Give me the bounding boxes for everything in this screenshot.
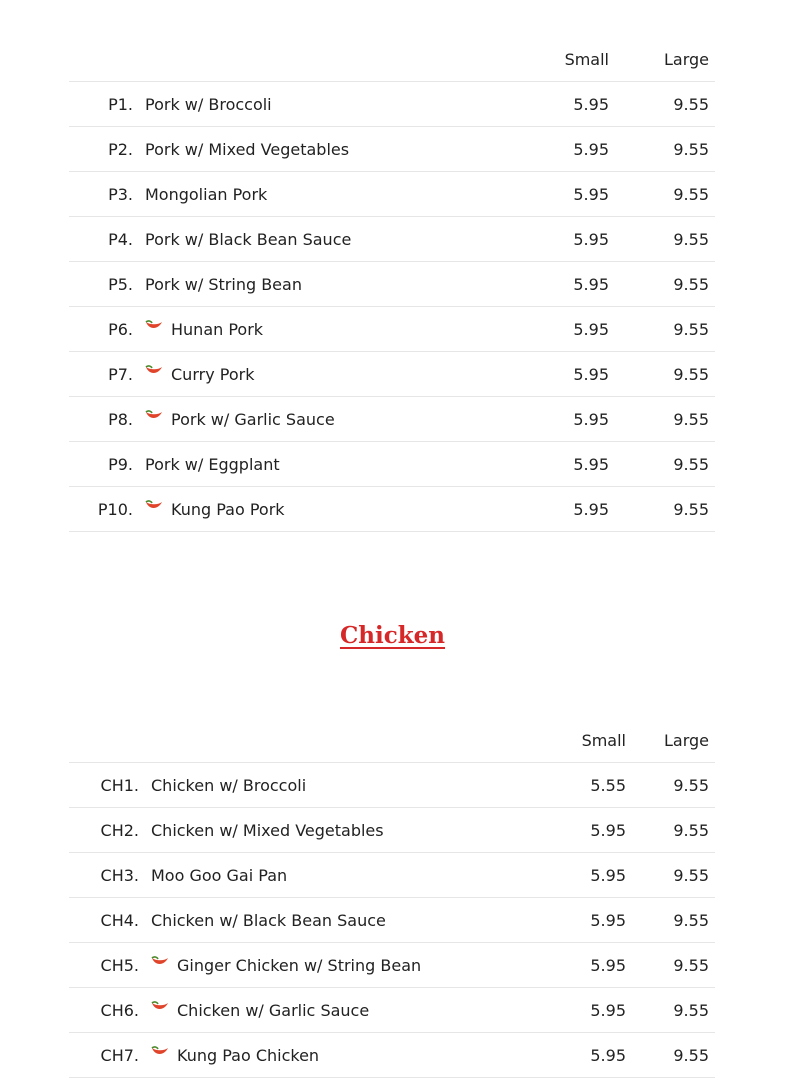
item-code: CH4. xyxy=(69,898,139,943)
large-price: 9.55 xyxy=(609,307,715,352)
small-price: 5.95 xyxy=(540,853,626,898)
small-price: 5.95 xyxy=(540,898,626,943)
item-code: P6. xyxy=(69,307,133,352)
chili-pepper-icon xyxy=(145,409,163,421)
large-price: 9.55 xyxy=(609,487,715,532)
small-price: 5.95 xyxy=(523,307,609,352)
item-name: Curry Pork xyxy=(171,365,255,384)
chili-pepper-icon xyxy=(145,319,163,331)
item-code: CH2. xyxy=(69,808,139,853)
chicken-menu-table xyxy=(69,718,715,1078)
small-price: 5.95 xyxy=(523,217,609,262)
item-code: CH6. xyxy=(69,988,139,1033)
item-name-cell xyxy=(133,262,523,307)
menu-item-row xyxy=(69,82,715,127)
large-price: 9.55 xyxy=(626,763,715,808)
small-header: Small xyxy=(523,37,609,82)
menu-item-row xyxy=(69,988,715,1033)
small-price: 5.95 xyxy=(523,442,609,487)
small-price: 5.95 xyxy=(540,988,626,1033)
item-name: Pork w/ Garlic Sauce xyxy=(171,410,335,429)
large-price: 9.55 xyxy=(609,442,715,487)
item-name: Chicken w/ Black Bean Sauce xyxy=(151,910,386,930)
small-header: Small xyxy=(540,718,626,763)
small-price: 5.95 xyxy=(523,172,609,217)
item-code: P10. xyxy=(69,487,133,532)
small-price: 5.95 xyxy=(523,487,609,532)
menu-item-row xyxy=(69,808,715,853)
small-price: 5.95 xyxy=(523,352,609,397)
large-price: 9.55 xyxy=(626,1033,715,1078)
item-name: Mongolian Pork xyxy=(145,184,268,204)
small-price: 5.95 xyxy=(540,943,626,988)
item-name: Pork w/ Black Bean Sauce xyxy=(145,229,352,249)
item-name: Chicken w/ Garlic Sauce xyxy=(177,1001,370,1020)
item-name: Chicken w/ Broccoli xyxy=(151,775,307,795)
menu-item-row xyxy=(69,217,715,262)
chili-pepper-icon xyxy=(151,1045,169,1057)
large-price: 9.55 xyxy=(609,172,715,217)
item-name-cell xyxy=(139,1033,540,1078)
item-name-cell xyxy=(133,442,523,487)
small-price: 5.95 xyxy=(540,808,626,853)
item-code: P9. xyxy=(69,442,133,487)
item-name: Kung Pao Chicken xyxy=(177,1046,320,1065)
small-price: 5.55 xyxy=(540,763,626,808)
menu-item-row xyxy=(69,898,715,943)
item-name: Chicken w/ Mixed Vegetables xyxy=(151,820,384,840)
item-name-cell xyxy=(139,988,540,1033)
item-code: P2. xyxy=(69,127,133,172)
section-title-chicken: Chicken xyxy=(339,622,446,649)
large-price: 9.55 xyxy=(609,262,715,307)
large-header: Large xyxy=(609,37,715,82)
item-code: P1. xyxy=(69,82,133,127)
item-name: Moo Goo Gai Pan xyxy=(151,865,288,885)
large-price: 9.55 xyxy=(626,898,715,943)
menu-item-row xyxy=(69,172,715,217)
item-code: P5. xyxy=(69,262,133,307)
large-price: 9.55 xyxy=(626,988,715,1033)
item-name-cell xyxy=(139,808,540,853)
item-code: P3. xyxy=(69,172,133,217)
menu-item-row xyxy=(69,442,715,487)
item-name-cell xyxy=(133,487,523,532)
large-price: 9.55 xyxy=(626,943,715,988)
table-header-row xyxy=(69,37,715,82)
small-price: 5.95 xyxy=(523,397,609,442)
item-code: CH3. xyxy=(69,853,139,898)
item-name-cell xyxy=(133,127,523,172)
item-name: Hunan Pork xyxy=(171,320,264,339)
menu-item-row xyxy=(69,397,715,442)
large-price: 9.55 xyxy=(626,853,715,898)
chili-pepper-icon xyxy=(151,1000,169,1012)
large-price: 9.55 xyxy=(609,352,715,397)
large-price: 9.55 xyxy=(626,808,715,853)
item-code: P7. xyxy=(69,352,133,397)
item-code: CH1. xyxy=(69,763,139,808)
item-name: Ginger Chicken w/ String Bean xyxy=(177,956,422,975)
item-name: Pork w/ Eggplant xyxy=(145,454,280,474)
item-name-cell xyxy=(133,172,523,217)
large-price: 9.55 xyxy=(609,82,715,127)
item-name-cell xyxy=(139,898,540,943)
item-code: CH5. xyxy=(69,943,139,988)
item-code: CH7. xyxy=(69,1033,139,1078)
menu-item-row xyxy=(69,853,715,898)
item-name-cell xyxy=(139,943,540,988)
chili-pepper-icon xyxy=(145,499,163,511)
item-name-cell xyxy=(133,217,523,262)
table-header-row xyxy=(69,718,715,763)
item-name: Pork w/ String Bean xyxy=(145,274,302,294)
chili-pepper-icon xyxy=(151,955,169,967)
menu-item-row xyxy=(69,763,715,808)
item-name-cell xyxy=(133,352,523,397)
small-price: 5.95 xyxy=(540,1033,626,1078)
item-name: Pork w/ Mixed Vegetables xyxy=(145,139,350,159)
pork-menu-table xyxy=(69,37,715,532)
item-code: P8. xyxy=(69,397,133,442)
menu-item-row xyxy=(69,262,715,307)
large-price: 9.55 xyxy=(609,217,715,262)
menu-item-row xyxy=(69,943,715,988)
item-name-cell xyxy=(139,763,540,808)
large-header: Large xyxy=(626,718,715,763)
menu-item-row xyxy=(69,307,715,352)
menu-item-row xyxy=(69,1033,715,1078)
item-name-cell xyxy=(139,853,540,898)
item-name-cell xyxy=(133,397,523,442)
item-name-cell xyxy=(133,307,523,352)
small-price: 5.95 xyxy=(523,82,609,127)
menu-item-row xyxy=(69,127,715,172)
item-name: Pork w/ Broccoli xyxy=(145,94,272,114)
item-name-cell xyxy=(133,82,523,127)
small-price: 5.95 xyxy=(523,127,609,172)
small-price: 5.95 xyxy=(523,262,609,307)
large-price: 9.55 xyxy=(609,397,715,442)
chili-pepper-icon xyxy=(145,364,163,376)
menu-item-row xyxy=(69,487,715,532)
item-name: Kung Pao Pork xyxy=(171,500,285,519)
item-code: P4. xyxy=(69,217,133,262)
large-price: 9.55 xyxy=(609,127,715,172)
menu-item-row xyxy=(69,352,715,397)
